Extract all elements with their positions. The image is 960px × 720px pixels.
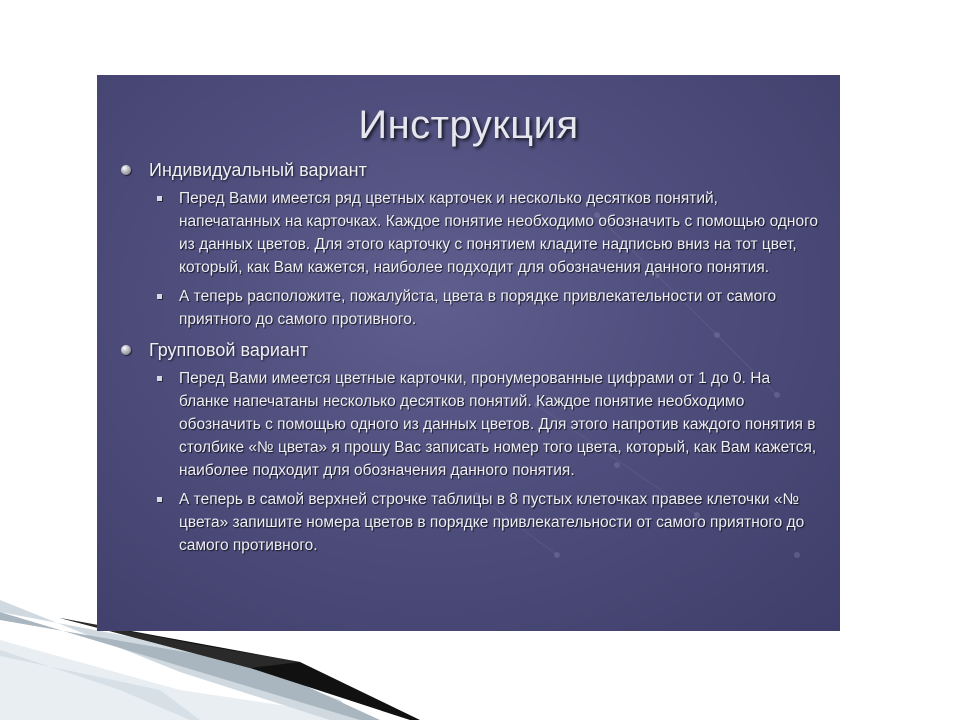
square-bullet-icon — [157, 196, 162, 201]
round-bullet-icon — [121, 345, 131, 355]
slide-content — [119, 159, 819, 565]
square-bullet-icon — [157, 497, 162, 502]
square-bullet-icon — [157, 294, 162, 299]
square-bullet-icon — [157, 376, 162, 381]
slide — [97, 75, 840, 631]
list-item-text: А теперь в самой верхней строчке таблицы в 8 пустых клеточках правее клеточки «№ цвета» запишите номера цветов в порядке привлекательности от самого приятного до самого противного. — [179, 491, 805, 554]
list-item-text: Перед Вами имеется ряд цветных карточек и несколько десятков понятий, напечатанных на карточках. Каждое понятие необходимо обозначить с помощью одного из данных цветов. Для этого карточку с понятием кладите надписью вниз на тот цвет, который, как Вам кажется, наиболее подходит для обозначения данного понятия. — [179, 190, 819, 276]
round-bullet-icon — [121, 165, 131, 175]
individual-instructions-list — [119, 187, 819, 331]
section-heading-individual — [119, 159, 819, 181]
section-heading-text: Групповой вариант — [149, 340, 309, 360]
section-heading-group — [119, 339, 819, 361]
list-item — [119, 367, 819, 482]
list-item-text: А теперь расположите, пожалуйста, цвета в порядке привлекательности от самого приятного до самого противного. — [179, 288, 777, 328]
list-item — [119, 187, 819, 279]
list-item — [119, 488, 819, 557]
list-item — [119, 285, 819, 331]
section-heading-text: Индивидуальный вариант — [149, 160, 367, 180]
list-item-text: Перед Вами имеется цветные карточки, пронумерованные цифрами от 1 до 0. На бланке напечатаны несколько десятков понятий. Каждое понятие необходимо обозначить с помощью одного из данных цветов. Для этого напротив каждого понятия в столбике «№ цвета» я прошу Вас записать номер того цвета, который, как Вам кажется, наиболее подходит для обозначения данного понятия. — [179, 370, 817, 479]
group-instructions-list — [119, 367, 819, 557]
slide-title: Инструкция — [358, 103, 579, 147]
